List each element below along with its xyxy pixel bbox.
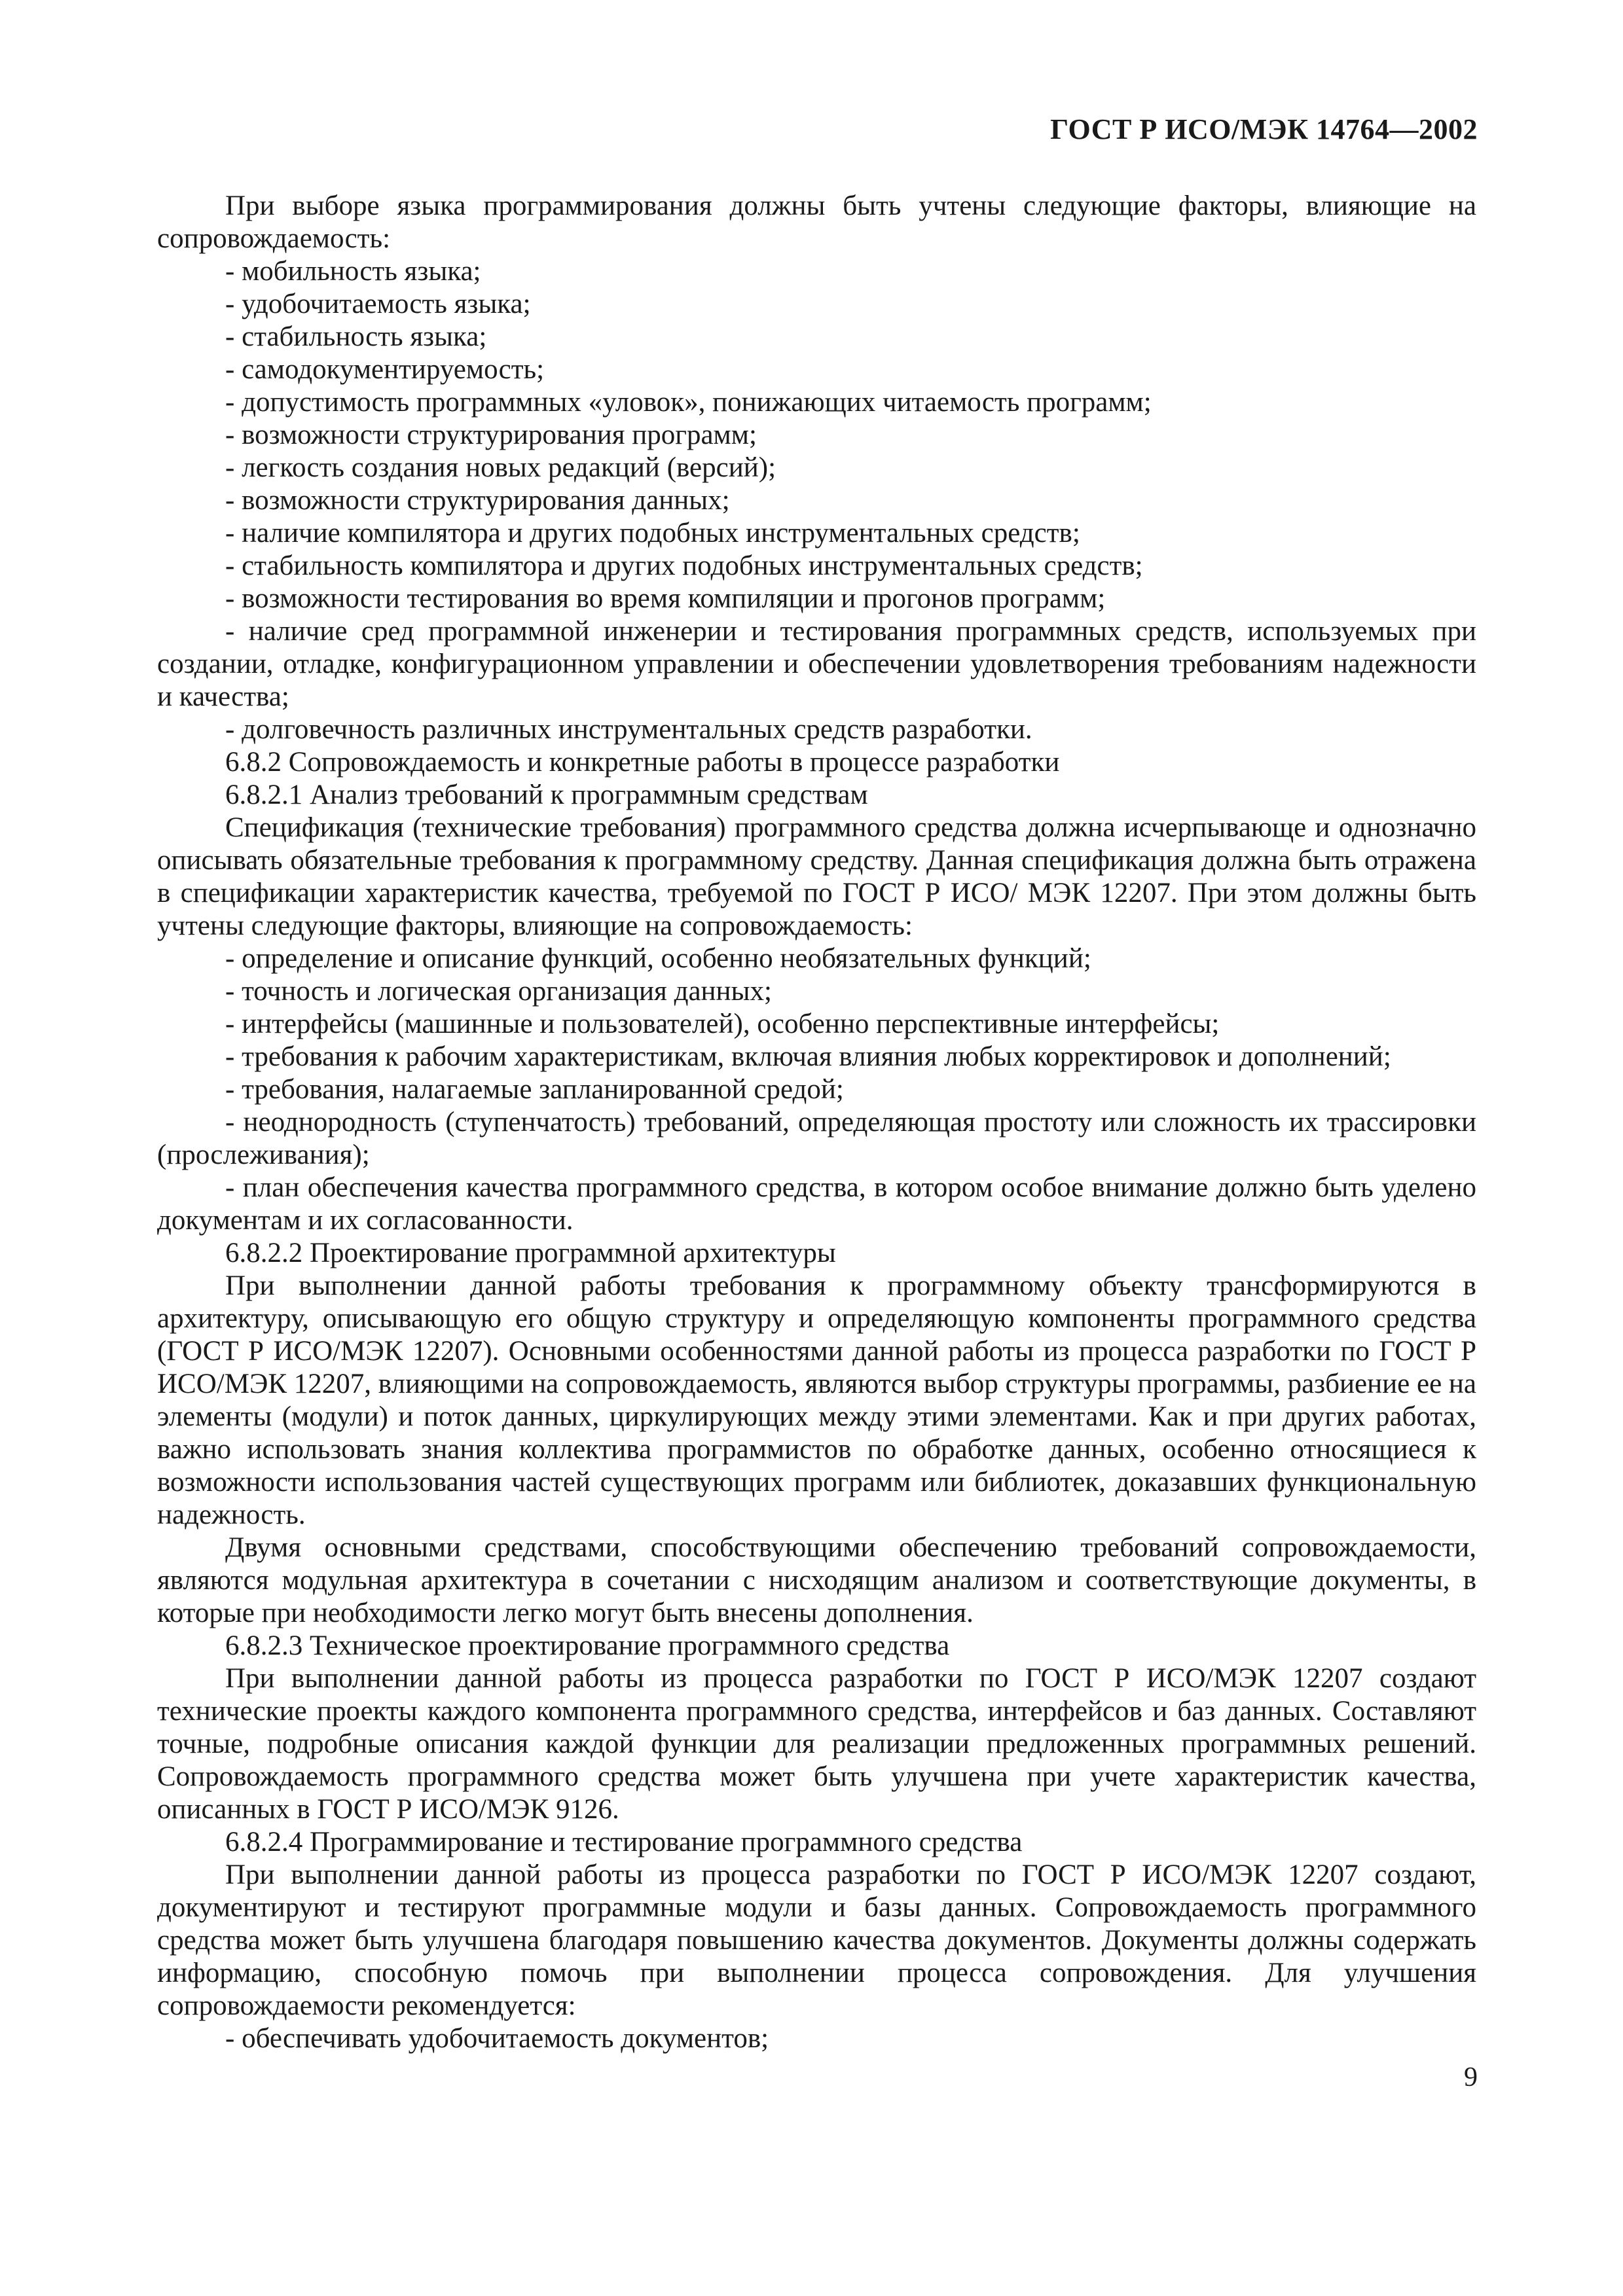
paragraph: При выполнении данной работы из процесса разработки по ГОСТ Р ИСО/МЭК 12207 создают, документируют и тестируют программные модули и базы данных. Сопровождаемость программного средства может быть улучшена благодаря повышению качества документов. Документы должны содержать информацию, способную помочь при выполнении процесса сопровождения. Для улучшения сопровождаемости рекомендуется: [157,1859,1476,2021]
section-heading: 6.8.2.1 Анализ требований к программным средствам [225,780,868,810]
list-item: - возможности структурирования данных; [225,485,730,516]
list-item: - возможности структурирования программ; [225,420,757,450]
list-item: - план обеспечения качества программного средства, в котором особое внимание должно быть уделено документам и их согласованности. [157,1172,1476,1236]
list-item: - наличие компилятора и других подобных инструментальных средств; [225,518,1080,548]
list-item: - интерфейсы (машинные и пользователей), особенно перспективные интерфейсы; [225,1009,1220,1039]
page-number: 9 [1464,2062,1478,2092]
list-item: - стабильность компилятора и других подобных инструментальных средств; [225,550,1143,581]
list-item: - точность и логическая организация данных; [225,976,772,1007]
document-body [157,190,1476,2055]
standard-header: ГОСТ Р ИСО/МЭК 14764—2002 [1050,113,1478,145]
list-item: - обеспечивать удобочитаемость документов; [225,2023,769,2054]
list-item: - требования, налагаемые запланированной средой; [225,1074,844,1105]
list-item: - самодокументируемость; [225,354,545,385]
paragraph: При выборе языка программирования должны быть учтены следующие факторы, влияющие на сопровождаемость: [157,190,1476,254]
list-item: - неоднородность (ступенчатость) требований, определяющая простоту или сложность их трассировки (прослеживания); [157,1107,1476,1170]
list-item: - наличие сред программной инженерии и тестирования программных средств, используемых при создании, отладке, конфигурационном управлении и обеспечении удовлетворения требованиям надежности и качества; [157,616,1476,712]
paragraph: При выполнении данной работы требования к программному объекту трансформируются в архитектуру, описывающую его общую структуру и определяющую компоненты программного средства (ГОСТ Р ИСО/МЭК 12207). Основными особенностями данной работы из процесса разработки по ГОСТ Р ИСО/МЭК 12207, влияющими на сопровождаемость, являются выбор структуры программы, разбиение ее на элементы (модули) и поток данных, циркулирующих между этими элементами. Как и при других работах, важно использовать знания коллектива программистов по обработке данных, особенно относящиеся к возможности использования частей существующих программ или библиотек, доказавших функциональную надежность. [157,1270,1476,1530]
section-heading: 6.8.2.4 Программирование и тестирование программного средства [225,1827,1023,1857]
paragraph: Спецификация (технические требования) программного средства должна исчерпывающе и однозначно описывать обязательные требования к программному средству. Данная спецификация должна быть отражена в спецификации характеристик качества, требуемой по ГОСТ Р ИСО/ МЭК 12207. При этом должны быть учтены следующие факторы, влияющие на сопровождаемость: [157,812,1476,941]
section-heading: 6.8.2.2 Проектирование программной архитектуры [225,1238,836,1268]
section-heading: 6.8.2 Сопровождаемость и конкретные работы в процессе разработки [225,747,1060,778]
list-item: - допустимость программных «уловок», понижающих читаемость программ; [225,387,1152,418]
paragraph: Двумя основными средствами, способствующими обеспечению требований сопровождаемости, являются модульная архитектура в сочетании с нисходящим анализом и соответствующие документы, в которые при необходимости легко могут быть внесены дополнения. [157,1532,1476,1628]
list-item: - возможности тестирования во время компиляции и прогонов программ; [225,583,1106,614]
list-item: - требования к рабочим характеристикам, включая влияния любых корректировок и дополнений; [225,1041,1391,1072]
section-heading: 6.8.2.3 Техническое проектирование программного средства [225,1630,950,1661]
list-item: - стабильность языка; [225,321,487,352]
list-item: - удобочитаемость языка; [225,289,531,319]
list-item: - легкость создания новых редакций (версий); [225,452,776,483]
list-item: - мобильность языка; [225,256,481,287]
paragraph: При выполнении данной работы из процесса разработки по ГОСТ Р ИСО/МЭК 12207 создают технические проекты каждого компонента программного средства, интерфейсов и баз данных. Составляют точные, подробные описания каждой функции для реализации предложенных программных решений. Сопровождаемость программного средства может быть улучшена при учете характеристик качества, описанных в ГОСТ Р ИСО/МЭК 9126. [157,1663,1476,1825]
list-item: - определение и описание функций, особенно необязательных функций; [225,943,1091,974]
list-item: - долговечность различных инструментальных средств разработки. [225,714,1032,745]
